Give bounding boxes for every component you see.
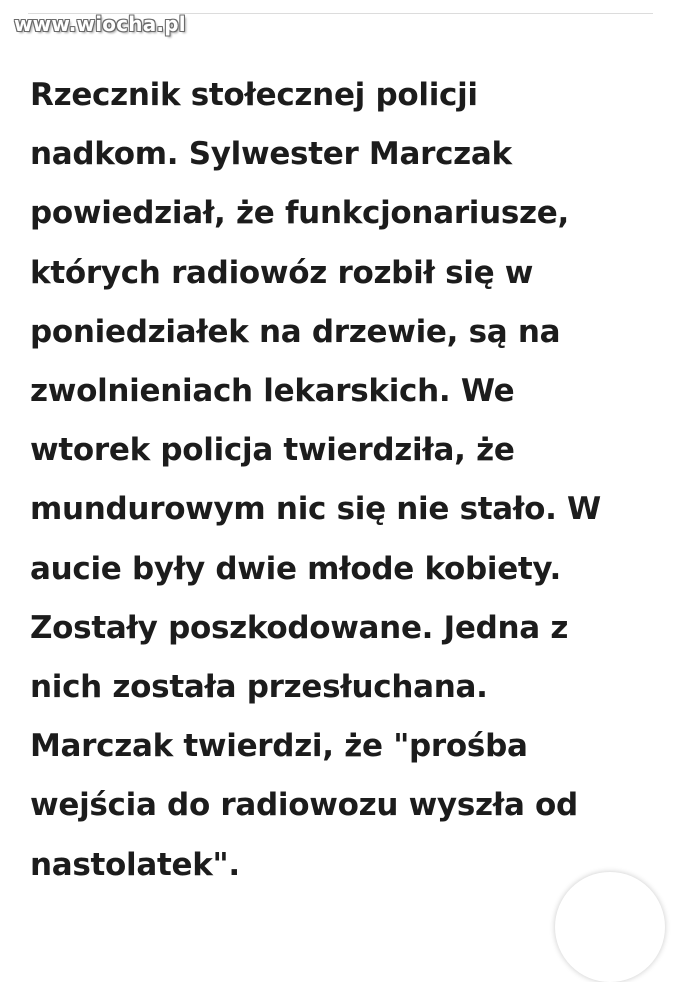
article-line: poniedziałek na drzewie, są na	[30, 313, 561, 350]
article-line: powiedział, że funkcjonariusze,	[30, 195, 569, 232]
article-line: wtorek policja twierdziła, że	[30, 432, 515, 469]
article-line: Rzecznik stołecznej policji	[30, 77, 478, 113]
article-line: nastolatek".	[30, 846, 240, 883]
article-line: zwolnieniach lekarskich. We	[30, 373, 515, 410]
article-line: aucie były dwie młode kobiety.	[30, 550, 561, 587]
floating-action-button[interactable]	[555, 872, 665, 982]
article-line: Zostały poszkodowane. Jedna z	[30, 609, 569, 646]
article-line: Marczak twierdzi, że "prośba	[30, 728, 528, 765]
article-line: których radiowóz rozbił się w	[30, 254, 534, 291]
article-paragraph	[30, 66, 670, 895]
article-line: mundurowym nic się nie stało. W	[30, 491, 601, 528]
watermark-logo: www.wiocha.pl	[14, 12, 186, 36]
article-line: wejścia do radiowozu wyszła od	[30, 787, 578, 824]
article-line: nadkom. Sylwester Marczak	[30, 136, 512, 173]
article-line: nich została przesłuchana.	[30, 669, 488, 706]
